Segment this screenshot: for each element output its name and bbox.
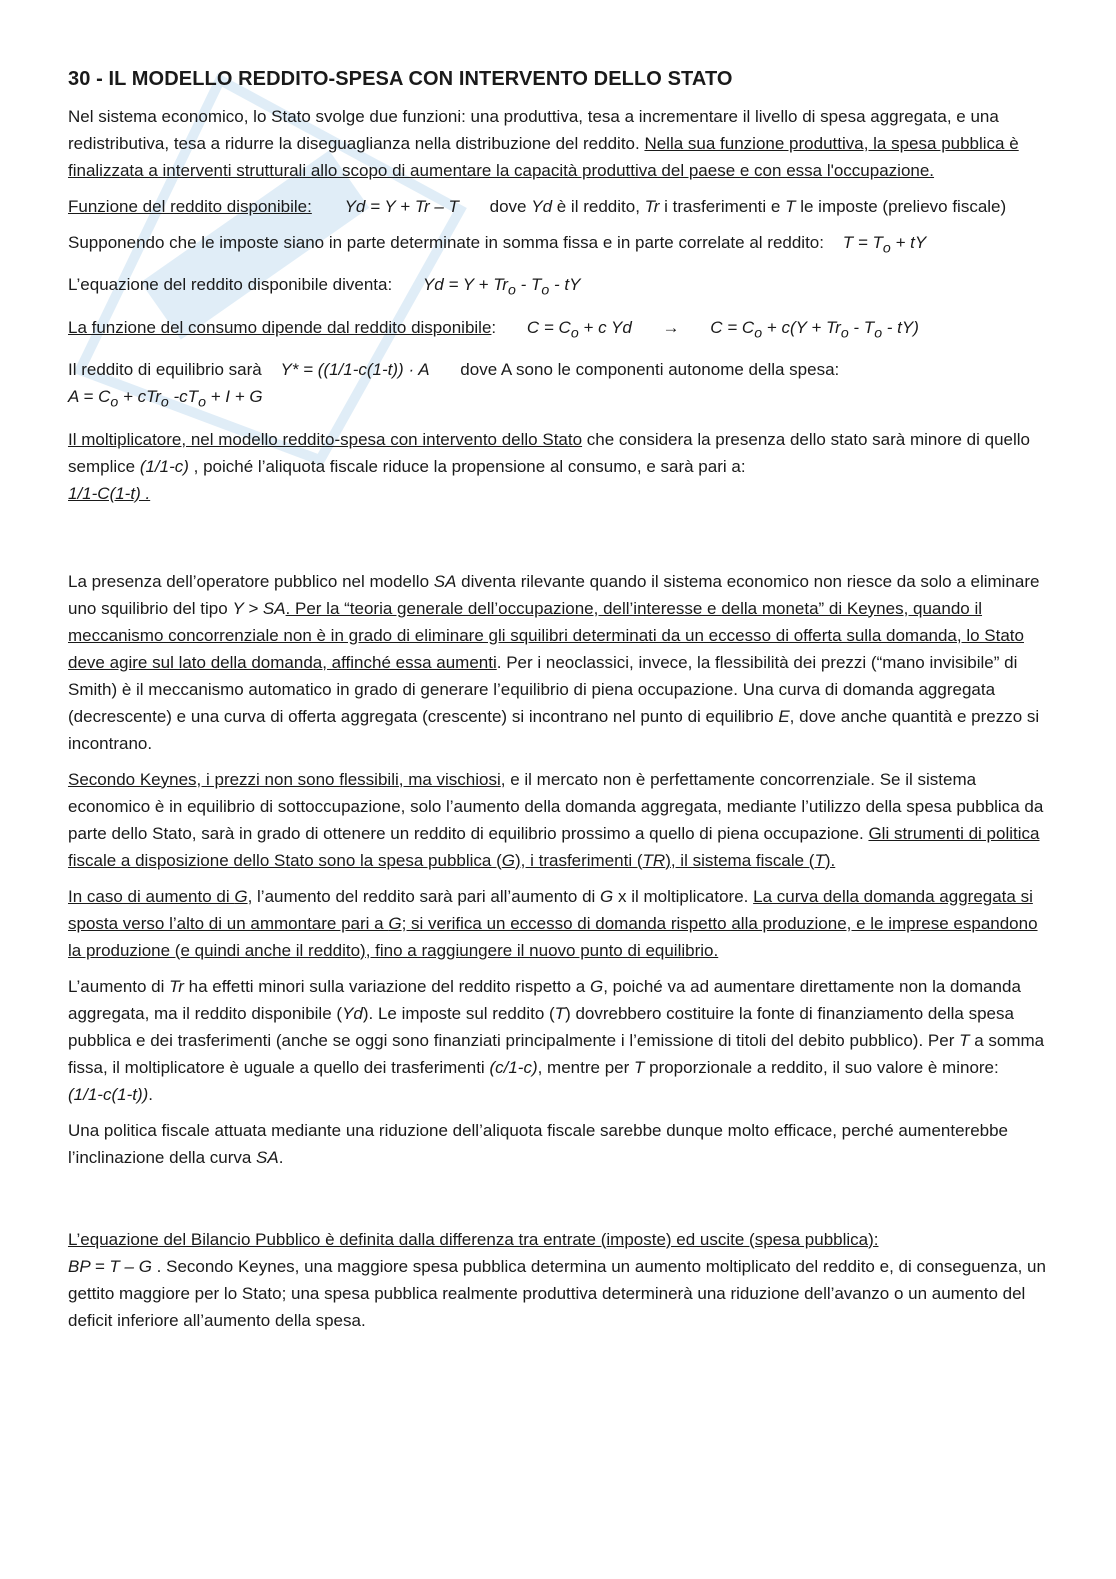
- paragraph-equilibrium: Il reddito di equilibrio sarà Y* = ((1/1-c(1-t)) · A dove A sono le componenti autonome della spesa: $A = C_o + cTr_o$ $-cT_o + I + G$: [68, 360, 840, 411]
- formula-consumption-expanded: $C = C_o + c(Y + Tr_o - T_o - tY)$: [710, 317, 919, 342]
- formula-multiplier: 1/1-C(1-t) .: [68, 483, 151, 503]
- formula-consumption: $C = C_o + c$ Yd: [526, 317, 632, 342]
- paragraph-public-budget: L’equazione del Bilancio Pubblico è definita dalla differenza tra entrate (imposte) ed uscite (spesa pubblica): BP = T – G . Secondo Keynes, una maggiore spesa pubblica determina un aumento moltiplicato del reddito e, di conseguenza, un gettito maggiore per lo Stato; una spesa pubblica realmente produttiva determinerà una riduzione dell’avanzo o un aumento del deficit inferiore all’aumento della spesa.: [68, 1229, 1046, 1330]
- paragraph-consumption: La funzione del consumo dipende dal reddito disponibile: $C = C_o + c$ $Yd \to C = C_o + c(Y + Tr_o - T_o - tY)$: [68, 317, 919, 342]
- paragraph-disposable-income: Funzione del reddito disponibile: Yd = Y + Tr – T dove Yd è il reddito, Tr i trasferimenti e T le imposte (prelievo fiscale): [68, 197, 1007, 216]
- paragraph-multiplier: Il moltiplicatore, nel modello reddito-spesa con intervento dello Stato che considera la presenza dello stato sarà minore di quello semplice (1/1-c) , poiché l’aliquota fiscale riduce la propensione al consumo, e sarà pari a: 1/1-C(1-t) .: [68, 429, 1030, 503]
- paragraph-intro: Nel sistema economico, lo Stato svolge due funzioni: una produttiva, tesa a incrementare il livello di spesa aggregata, e una redistributiva, tesa a ridurre la diseguaglianza nella distribuzione del reddito. Nella sua funzione produttiva, la spesa pubblica è finalizzata a interventi strutturali allo scopo di aumentare la capacità produttiva del paese e con essa l'occupazione.: [68, 107, 1019, 180]
- page-title: 30 - IL MODELLO REDDITO-SPESA CON INTERVENTO DELLO STATO: [68, 68, 733, 90]
- paragraph-fiscal-policy: Una politica fiscale attuata mediante una riduzione dell’aliquota fiscale sarebbe dunque molto efficace, perché aumenterebbe l’inclinazione della curva SA.: [68, 1120, 1009, 1167]
- paragraph-disposable-equation: L’equazione del reddito disponibile diventa: $Yd = Y + Tr_o - T_o$ - tY: [68, 275, 581, 299]
- formula-equilibrium: Y* = ((1/1-c(1-t)) · A: [280, 360, 430, 380]
- paragraph-increase-g: In caso di aumento di G, l’aumento del reddito sarà pari all’aumento di G x il moltiplicatore. La curva della domanda aggregata si sposta verso l’alto di un ammontare pari a G; si verifica un eccesso di domanda rispetto alla produzione, e le imprese espandono la produzione (e quindi anche il reddito), fino a raggiungere il nuovo punto di equilibrio.: [68, 886, 1038, 960]
- paragraph-public-operator: La presenza dell’operatore pubblico nel modello SA diventa rilevante quando il sistema economico non riesce da solo a eliminare uno squilibrio del tipo Y > SA. Per la “teoria generale dell’occupazione, dell’interesse e della moneta” di Keynes, quando il meccanismo concorrenziale non è in grado di eliminare gli squilibri determinati da un eccesso di offerta sulla domanda, lo Stato deve agire sul lato della domanda, affinché essa aumenti. Per i neoclassici, invece, la flessibilità dei prezzi (“mano invisibile” di Smith) è il meccanismo automatico in grado di generare l’equilibrio di piena occupazione. Una curva di domanda aggregata (decrescente) e una curva di offerta aggregata (crescente) si incontrano nel punto di equilibrio E, dove anche quantità e prezzo si incontrano.: [68, 571, 1040, 753]
- formula-disposable-income: Yd = Y + Tr – T: [344, 197, 459, 216]
- formula-disposable-expanded: $Yd = Y + Tr_o - T_o$ - tY: [422, 275, 581, 299]
- document-page: [68, 68, 1046, 1343]
- paragraph-taxes: Supponendo che le imposte siano in parte determinate in somma fissa e in parte correlate al reddito: $T = T_o$ + tY: [68, 233, 927, 257]
- formula-autonomous: $A = C_o + cTr_o$ $-cT_o + I + G$: [68, 387, 263, 411]
- arrow-right-icon: →: [662, 317, 680, 337]
- formula-public-budget: BP = T – G: [68, 1256, 152, 1276]
- formula-taxes: $T = T_o$ + tY: [842, 233, 927, 257]
- paragraph-keynes-prices: Secondo Keynes, i prezzi non sono flessibili, ma vischiosi, e il mercato non è perfettamente concorrenziale. Se il sistema economico è in equilibrio di sottoccupazione, solo l’aumento della domanda aggregata, mediante l’utilizzo della spesa pubblica da parte dello Stato, sarà in grado di ottenere un reddito di equilibrio prossimo a quello di piena occupazione. Gli strumenti di politica fiscale a disposizione dello Stato sono la spesa pubblica (G), i trasferimenti (TR), il sistema fiscale (T).: [68, 769, 1044, 870]
- paragraph-transfers: L’aumento di Tr ha effetti minori sulla variazione del reddito rispetto a G, poiché va ad aumentare direttamente non la domanda aggregata, ma il reddito disponibile (Yd). Le imposte sul reddito (T) dovrebbero costituire la fonte di finanziamento della spesa pubblica e dei trasferimenti (anche se oggi sono finanziati principalmente i l’emissione di titoli del debito pubblico). Per T a somma fissa, il moltiplicatore è uguale a quello dei trasferimenti (c/1-c), mentre per T proporzionale a reddito, il suo valore è minore:(1/1-c(1-t)).: [68, 976, 1045, 1104]
